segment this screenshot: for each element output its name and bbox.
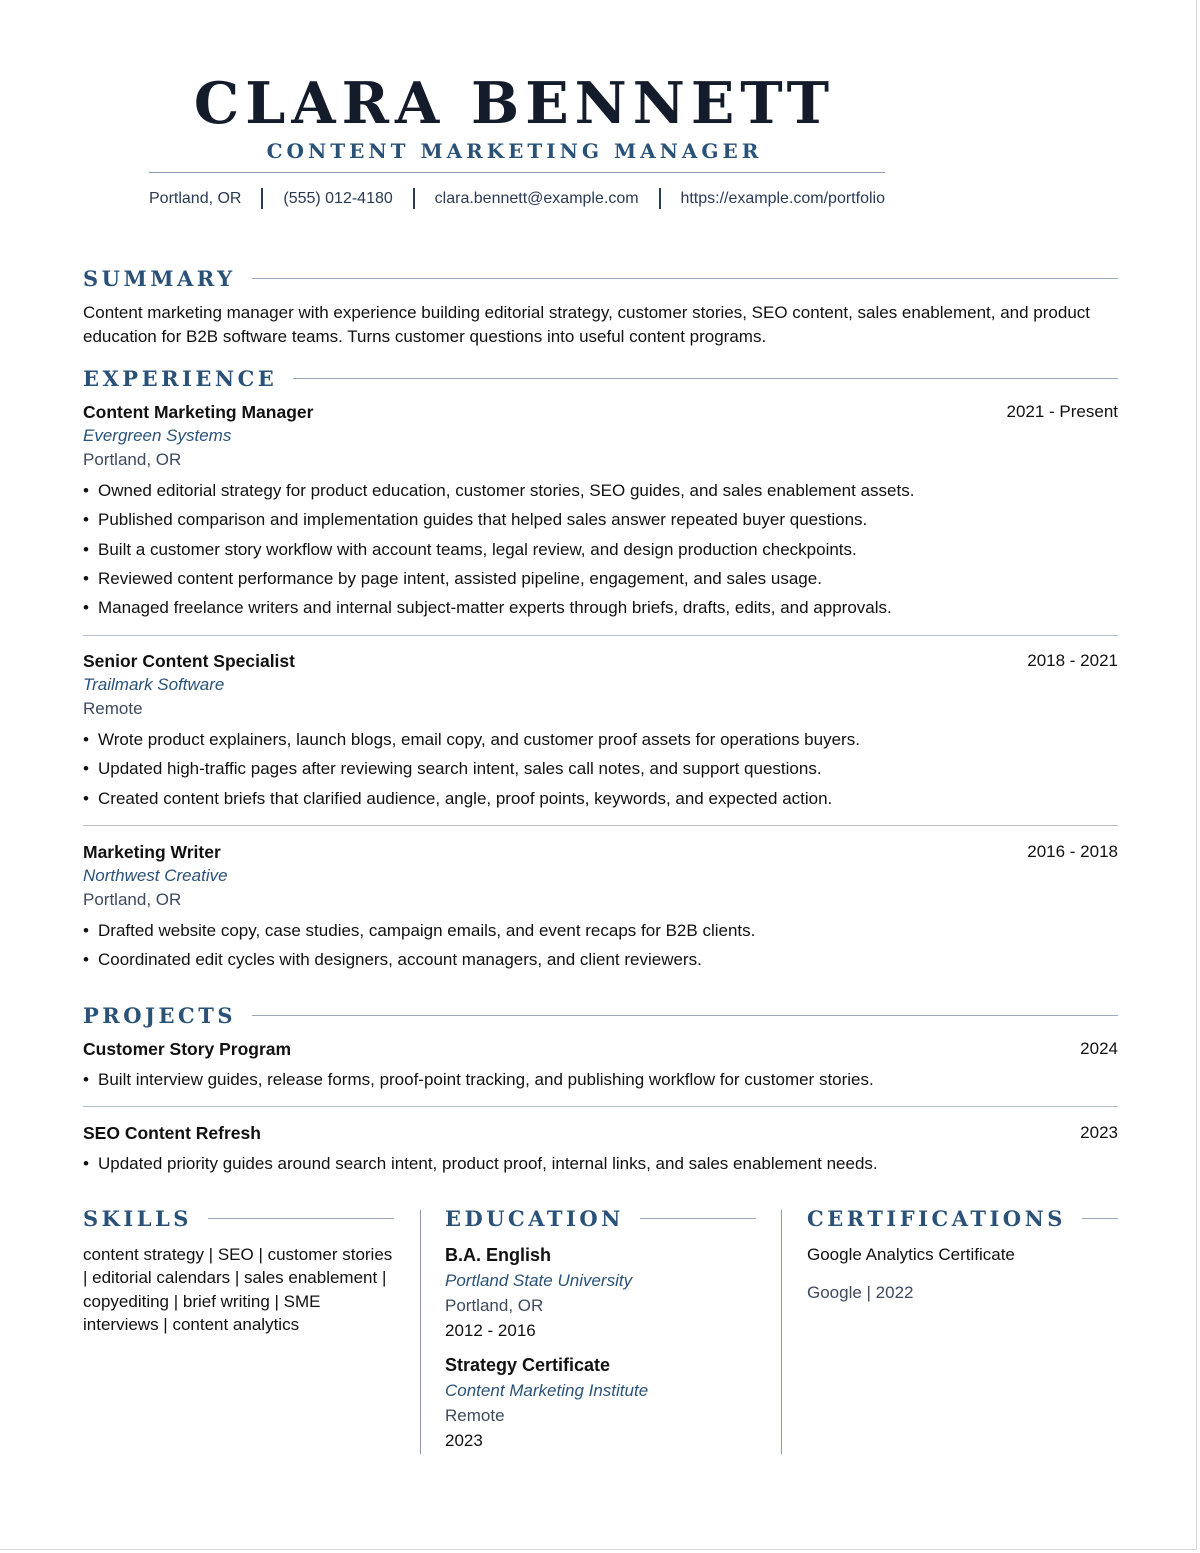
job-title: Senior Content Specialist	[83, 651, 295, 671]
job-dates: 2021 - Present	[1006, 402, 1118, 421]
section-rule	[293, 378, 1118, 379]
project-year: 2023	[1080, 1123, 1118, 1142]
job-entry	[83, 840, 1118, 975]
job-entry	[83, 400, 1118, 622]
education-location: Remote	[445, 1406, 505, 1425]
education-entry	[445, 1353, 756, 1453]
education-location: Portland, OR	[445, 1296, 544, 1315]
job-location: Portland, OR	[83, 890, 182, 909]
job-bullet: • Drafted website copy, case studies, campaign emails, and event recaps for B2B clients.	[83, 916, 1118, 945]
job-title: Marketing Writer	[83, 842, 221, 862]
section-heading-projects	[83, 1003, 1118, 1028]
education-entry	[445, 1243, 756, 1343]
section-heading-skills	[83, 1206, 394, 1231]
section-heading-summary	[83, 266, 1118, 291]
entry-divider	[83, 1106, 1118, 1107]
certification-name: Google Analytics Certificate	[807, 1245, 1015, 1264]
section-title: SUMMARY	[83, 266, 236, 291]
project-title: Customer Story Program	[83, 1039, 292, 1059]
section-heading-education	[445, 1206, 756, 1231]
header-rule	[149, 172, 885, 173]
project-bullet: • Built interview guides, release forms, proof-point tracking, and publishing workflow for customer stories.	[83, 1065, 1118, 1094]
job-bullet: • Owned editorial strategy for product education, customer stories, SEO guides, and sales enablement assets.	[83, 476, 1118, 505]
section-heading-certifications	[807, 1206, 1118, 1231]
section-title: EXPERIENCE	[83, 366, 278, 391]
job-bullet: • Created content briefs that clarified audience, angle, proof points, keywords, and expected action.	[83, 784, 1118, 813]
section-heading-experience	[83, 366, 1118, 391]
job-bullets	[83, 725, 1118, 813]
section-title: PROJECTS	[83, 1003, 236, 1028]
job-bullet: • Built a customer story workflow with account teams, legal review, and design production checkpoints.	[83, 535, 1118, 564]
section-title: SKILLS	[83, 1206, 192, 1231]
project-entry	[83, 1037, 1118, 1094]
job-bullet: • Updated high-traffic pages after reviewing search intent, sales call notes, and support questions.	[83, 754, 1118, 783]
certification-issuer: Google | 2022	[807, 1283, 914, 1302]
job-bullets	[83, 476, 1118, 622]
job-company: Northwest Creative	[83, 866, 228, 885]
contact-portfolio-link[interactable]: https://example.com/portfolio	[680, 189, 885, 207]
education-column	[445, 1206, 756, 1453]
candidate-role: CONTENT MARKETING MANAGER	[266, 139, 763, 163]
candidate-name: CLARA BENNETT	[193, 70, 836, 137]
contact-separator	[413, 188, 415, 209]
section-rule	[640, 1218, 756, 1219]
contact-separator	[659, 188, 661, 209]
project-bullets	[83, 1065, 1118, 1094]
skills-list: content strategy | SEO | customer stories | editorial calendars | sales enablement | copyediting | brief writing | SME interviews | content analytics	[83, 1245, 393, 1334]
job-bullet: • Coordinated edit cycles with designers, account managers, and client reviewers.	[83, 945, 1118, 974]
education-degree: Strategy Certificate	[445, 1355, 611, 1375]
section-rule	[1082, 1218, 1118, 1219]
summary-text: Content marketing manager with experience building editorial strategy, customer stories, SEO content, sales enablement, and product education for B2B software teams. Turns customer questions into useful content programs.	[83, 303, 1091, 346]
skills-column	[83, 1206, 394, 1336]
contact-bar	[149, 188, 885, 209]
contact-location: Portland, OR	[149, 189, 242, 207]
job-location: Remote	[83, 699, 143, 718]
certifications-column	[807, 1206, 1118, 1305]
job-dates: 2018 - 2021	[1027, 651, 1118, 670]
section-title: CERTIFICATIONS	[807, 1206, 1066, 1231]
project-entry	[83, 1121, 1118, 1178]
section-rule	[252, 1015, 1118, 1016]
section-title: EDUCATION	[445, 1206, 624, 1231]
section-rule	[252, 278, 1118, 279]
project-year: 2024	[1080, 1039, 1118, 1058]
job-title: Content Marketing Manager	[83, 402, 314, 422]
job-company: Evergreen Systems	[83, 426, 232, 445]
contact-email[interactable]: clara.bennett@example.com	[434, 189, 639, 207]
project-title: SEO Content Refresh	[83, 1123, 261, 1143]
job-bullet: • Published comparison and implementation guides that helped sales answer repeated buyer questions.	[83, 505, 1118, 534]
job-company: Trailmark Software	[83, 675, 225, 694]
job-entry	[83, 649, 1118, 813]
education-school: Portland State University	[445, 1271, 633, 1290]
job-location: Portland, OR	[83, 450, 182, 469]
education-school: Content Marketing Institute	[445, 1381, 649, 1400]
education-degree: B.A. English	[445, 1245, 552, 1265]
education-years: 2012 - 2016	[445, 1321, 536, 1340]
section-rule	[208, 1218, 394, 1219]
job-bullet: • Wrote product explainers, launch blogs, email copy, and customer proof assets for operations buyers.	[83, 725, 1118, 754]
project-bullet: • Updated priority guides around search intent, product proof, internal links, and sales enablement needs.	[83, 1149, 1118, 1178]
column-divider	[420, 1210, 421, 1454]
job-dates: 2016 - 2018	[1027, 842, 1118, 861]
contact-separator	[261, 188, 263, 209]
entry-divider	[83, 825, 1118, 826]
job-bullets	[83, 916, 1118, 975]
project-bullets	[83, 1149, 1118, 1178]
column-divider	[781, 1210, 782, 1454]
contact-phone: (555) 012-4180	[283, 189, 393, 207]
entry-divider	[83, 635, 1118, 636]
job-bullet: • Managed freelance writers and internal subject-matter experts through briefs, drafts, edits, and approvals.	[83, 593, 1118, 622]
education-years: 2023	[445, 1431, 483, 1450]
job-bullet: • Reviewed content performance by page intent, assisted pipeline, engagement, and sales usage.	[83, 564, 1118, 593]
